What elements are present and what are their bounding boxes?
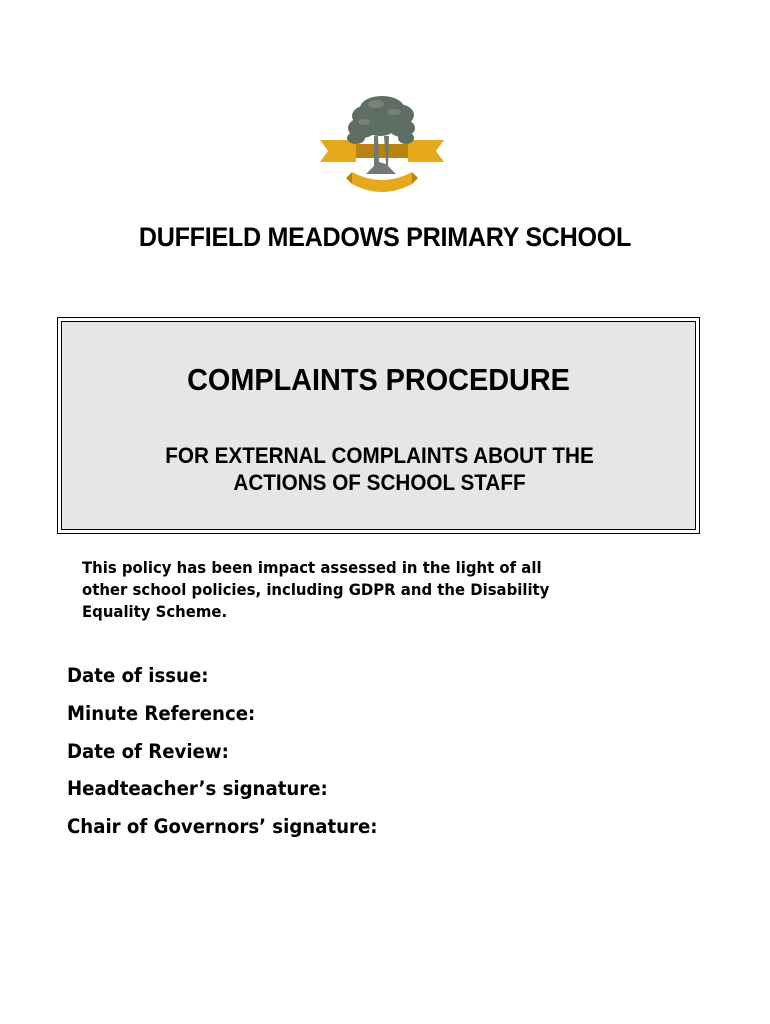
field-date-of-review: Date of Review: — [67, 739, 229, 763]
document-subtitle-line-2: ACTIONS OF SCHOOL STAFF — [233, 470, 526, 495]
title-box — [57, 317, 700, 534]
oak-tree-school-crest-icon — [316, 92, 448, 202]
field-headteacher-signature: Headteacher’s signature: — [67, 777, 328, 801]
document-subtitle-line-1: FOR EXTERNAL COMPLAINTS ABOUT THE — [165, 443, 594, 468]
document-subtitle — [137, 442, 621, 496]
school-name: DUFFIELD MEADOWS PRIMARY SCHOOL — [138, 222, 632, 252]
impact-note-line-3: Equality Scheme. — [82, 602, 228, 621]
title-box-inner — [61, 321, 696, 530]
document-title: COMPLAINTS PROCEDURE — [187, 362, 570, 397]
field-date-of-issue: Date of issue: — [67, 664, 209, 687]
document-fields-list — [67, 660, 401, 849]
impact-note-line-1: This policy has been impact assessed in the light of all — [82, 558, 542, 577]
impact-assessment-note — [82, 557, 603, 623]
school-crest-logo — [316, 92, 448, 202]
impact-note-line-2: other school policies, including GDPR and the Disability — [82, 580, 550, 599]
field-chair-of-governors-signature: Chair of Governors’ signature: — [67, 815, 378, 839]
field-minute-reference: Minute Reference: — [67, 701, 256, 725]
